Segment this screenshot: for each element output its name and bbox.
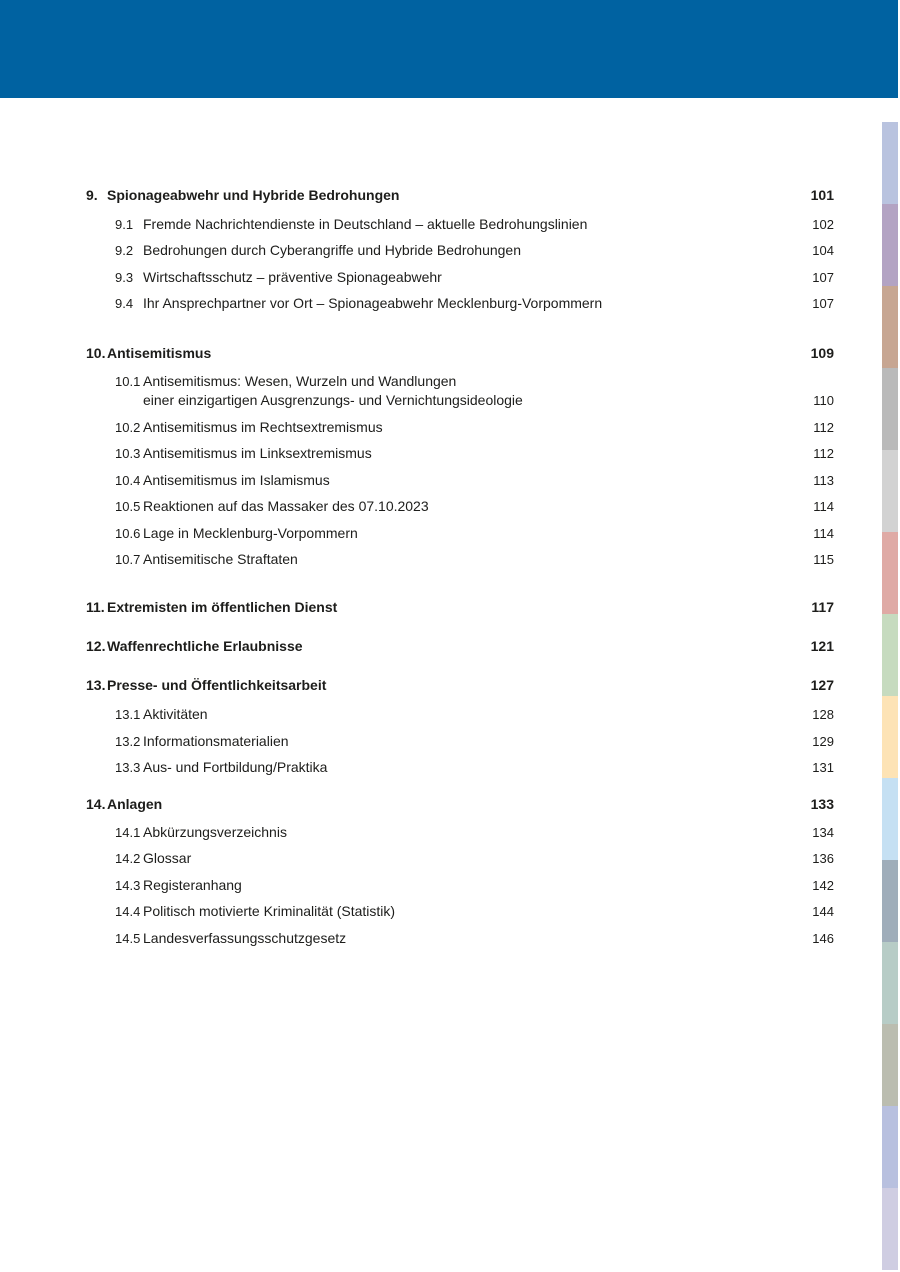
entry-title: Bedrohungen durch Cyberangriffe und Hybride Bedrohungen bbox=[143, 242, 522, 258]
entry-title: Reaktionen auf das Massaker des 07.10.2023 bbox=[143, 498, 429, 514]
chapter-number: 11. bbox=[86, 599, 105, 615]
entry-title: Antisemitismus im Rechtsextremismus bbox=[143, 419, 383, 435]
entry-title: Wirtschaftsschutz – präventive Spionageabwehr bbox=[143, 269, 442, 285]
entry-number: 10.1 bbox=[115, 374, 141, 389]
entry-title: Registeranhang bbox=[143, 877, 242, 893]
page-number: 131 bbox=[812, 760, 834, 775]
entry-number: 13.3 bbox=[115, 760, 141, 775]
entry-title: Antisemitische Straftaten bbox=[143, 551, 298, 567]
page-number: 136 bbox=[812, 851, 834, 866]
chapter-title: Spionageabwehr und Hybride Bedrohungen bbox=[107, 187, 400, 203]
entry-number: 10.2 bbox=[115, 420, 141, 435]
page-number: 107 bbox=[812, 270, 834, 285]
page-number: 121 bbox=[810, 638, 834, 654]
page-number: 129 bbox=[812, 734, 834, 749]
page-number: 115 bbox=[813, 552, 834, 567]
page-number: 109 bbox=[810, 345, 834, 361]
page-number: 102 bbox=[812, 217, 834, 232]
entry-number: 10.4 bbox=[115, 473, 141, 488]
page-number: 101 bbox=[810, 187, 834, 203]
page-number: 133 bbox=[810, 796, 834, 812]
entry-title: Glossar bbox=[143, 850, 192, 866]
page-number: 146 bbox=[812, 931, 834, 946]
page-number: 114 bbox=[813, 526, 834, 541]
chapter-title: Presse- und Öffentlichkeitsarbeit bbox=[107, 677, 327, 693]
page-number: 110 bbox=[813, 393, 834, 408]
chapter-tab[interactable] bbox=[882, 778, 898, 860]
chapter-color-tabs bbox=[882, 122, 898, 1270]
page-number: 144 bbox=[812, 904, 834, 919]
entry-title-line-1: Antisemitismus: Wesen, Wurzeln und Wandlungen bbox=[143, 373, 457, 389]
entry-number: 9.1 bbox=[115, 217, 134, 232]
entry-number: 10.3 bbox=[115, 446, 141, 461]
chapter-title: Extremisten im öffentlichen Dienst bbox=[107, 599, 338, 615]
entry-title: Ihr Ansprechpartner vor Ort – Spionageabwehr Mecklenburg-Vorpommern bbox=[143, 295, 603, 311]
entry-number: 9.3 bbox=[115, 270, 134, 285]
chapter-number: 10. bbox=[86, 345, 106, 361]
entry-number: 10.6 bbox=[115, 526, 141, 541]
chapter-tab[interactable] bbox=[882, 368, 898, 450]
entry-title: Fremde Nachrichtendienste in Deutschland – aktuelle Bedrohungslinien bbox=[143, 216, 588, 232]
chapter-tab[interactable] bbox=[882, 860, 898, 942]
page-number: 113 bbox=[813, 473, 834, 488]
entry-number: 14.3 bbox=[115, 878, 141, 893]
page-number: 112 bbox=[813, 420, 834, 435]
entry-number: 9.2 bbox=[115, 243, 134, 258]
entry-title bbox=[143, 372, 743, 410]
entry-number: 14.1 bbox=[115, 825, 141, 840]
page-number: 114 bbox=[813, 499, 834, 514]
entry-number: 10.7 bbox=[115, 552, 141, 567]
entry-number: 9.4 bbox=[115, 296, 134, 311]
entry-title-line-2: einer einzigartigen Ausgrenzungs- und Vernichtungsideologie bbox=[143, 392, 523, 408]
entry-title: Aktivitäten bbox=[143, 706, 208, 722]
chapter-tab[interactable] bbox=[882, 450, 898, 532]
entry-title: Abkürzungsverzeichnis bbox=[143, 824, 287, 840]
entry-title: Aus- und Fortbildung/Praktika bbox=[143, 759, 328, 775]
chapter-title: Waffenrechtliche Erlaubnisse bbox=[107, 638, 303, 654]
chapter-number: 13. bbox=[86, 677, 106, 693]
entry-title: Politisch motivierte Kriminalität (Statistik) bbox=[143, 903, 396, 919]
page-number: 117 bbox=[811, 599, 834, 615]
chapter-tab[interactable] bbox=[882, 204, 898, 286]
chapter-tab[interactable] bbox=[882, 696, 898, 778]
chapter-number: 12. bbox=[86, 638, 106, 654]
entry-number: 14.4 bbox=[115, 904, 141, 919]
page-number: 142 bbox=[812, 878, 834, 893]
chapter-tab[interactable] bbox=[882, 1106, 898, 1188]
chapter-number: 14. bbox=[86, 796, 106, 812]
chapter-title: Antisemitismus bbox=[107, 345, 212, 361]
entry-number: 13.2 bbox=[115, 734, 141, 749]
chapter-tab[interactable] bbox=[882, 1024, 898, 1106]
entry-title: Informationsmaterialien bbox=[143, 733, 289, 749]
page-number: 112 bbox=[813, 446, 834, 461]
chapter-tab[interactable] bbox=[882, 286, 898, 368]
entry-number: 13.1 bbox=[115, 707, 141, 722]
chapter-title: Anlagen bbox=[107, 796, 163, 812]
page-number: 127 bbox=[810, 677, 834, 693]
page-number: 104 bbox=[812, 243, 834, 258]
entry-number: 10.5 bbox=[115, 499, 141, 514]
entry-number: 14.2 bbox=[115, 851, 141, 866]
entry-title: Antisemitismus im Islamismus bbox=[143, 472, 330, 488]
chapter-tab[interactable] bbox=[882, 1188, 898, 1270]
page-number: 128 bbox=[812, 707, 834, 722]
chapter-tab[interactable] bbox=[882, 532, 898, 614]
header-band bbox=[0, 0, 898, 98]
chapter-tab[interactable] bbox=[882, 122, 898, 204]
chapter-tab[interactable] bbox=[882, 614, 898, 696]
entry-title: Lage in Mecklenburg-Vorpommern bbox=[143, 525, 358, 541]
page-number: 107 bbox=[812, 296, 834, 311]
entry-number: 14.5 bbox=[115, 931, 141, 946]
chapter-number: 9. bbox=[86, 187, 98, 203]
entry-title: Antisemitismus im Linksextremismus bbox=[143, 445, 372, 461]
chapter-tab[interactable] bbox=[882, 942, 898, 1024]
entry-title: Landesverfassungsschutzgesetz bbox=[143, 930, 347, 946]
page-number: 134 bbox=[812, 825, 834, 840]
